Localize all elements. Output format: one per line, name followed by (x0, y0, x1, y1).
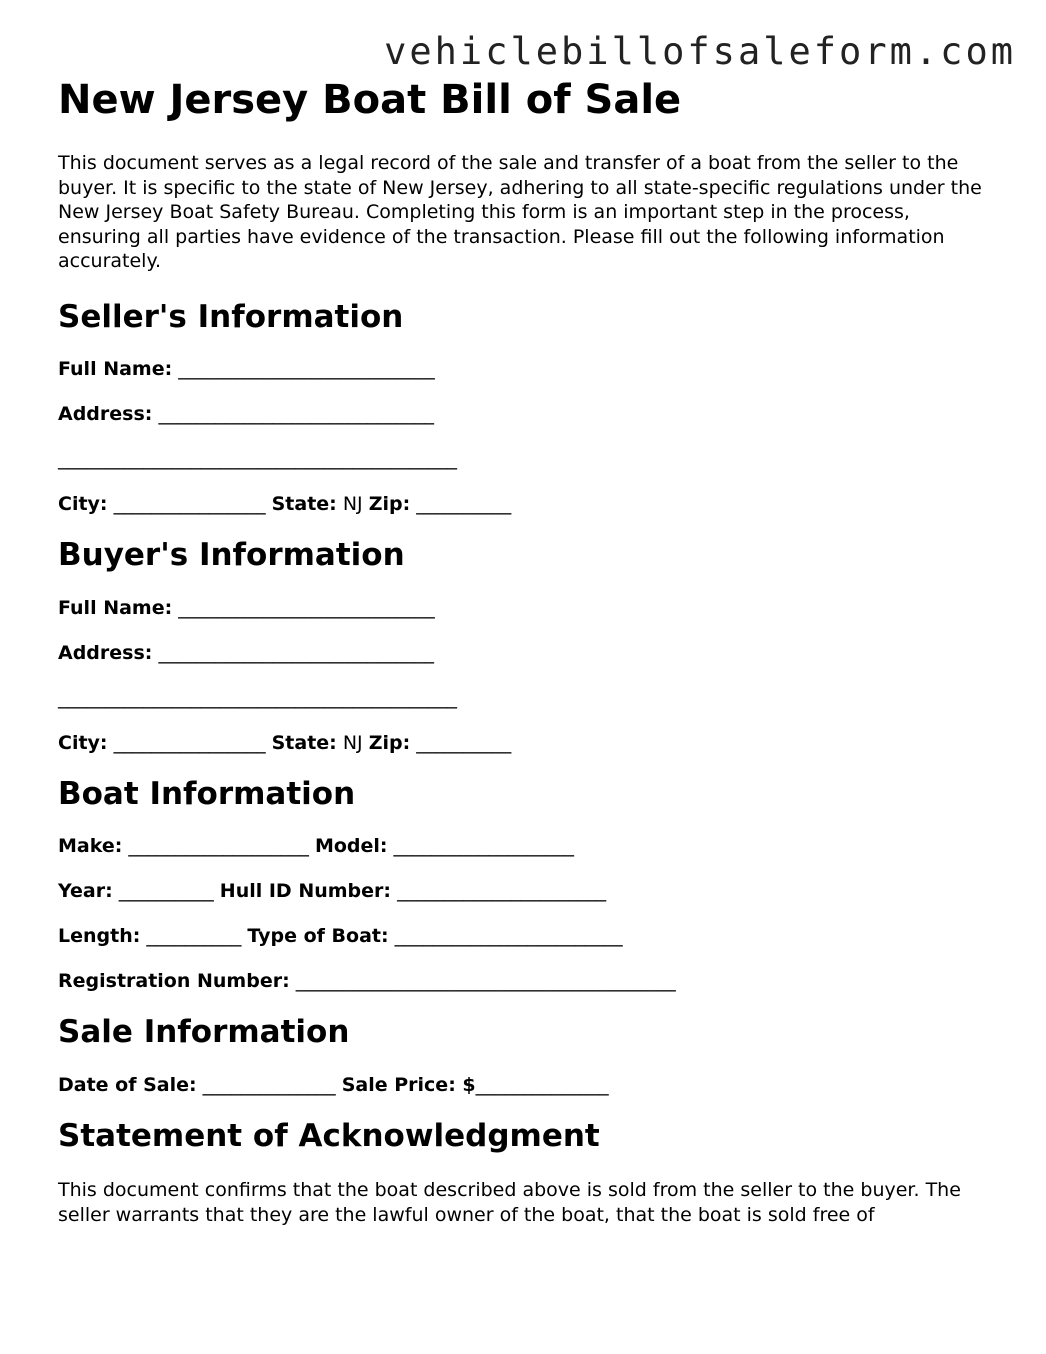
buyer-city-state-zip-row (58, 731, 998, 755)
site-watermark: vehiclebillofsaleform.com (384, 30, 1016, 73)
buyer-address-line2-field[interactable]: __________________________________________ (58, 686, 457, 709)
document-body (58, 76, 998, 1227)
buyer-full-name-row (58, 596, 998, 620)
intro-paragraph: This document serves as a legal record of the sale and transfer of a boat from the seller to the buyer. It is specific to the state of New Jersey, adhering to all state-specific regulations under the New Jersey Boat Safety Bureau. Completing this form is an important step in the process, ensuring all parties have evidence of the transaction. Please fill out the following information accurately. (58, 152, 982, 273)
boat-make-model-row (58, 834, 998, 858)
boat-make-field[interactable]: ___________________ (128, 834, 309, 857)
boat-type-field[interactable]: ________________________ (394, 924, 623, 947)
buyer-zip-label: Zip: (368, 731, 411, 754)
buyer-address-row (58, 641, 998, 665)
seller-city-state-zip-row (58, 492, 998, 516)
boat-length-label: Length: (58, 924, 141, 947)
seller-state-label: State: (271, 492, 337, 515)
boat-year-label: Year: (58, 879, 113, 902)
buyer-full-name-label: Full Name: (58, 596, 173, 619)
buyer-full-name-field[interactable]: ___________________________ (178, 596, 435, 619)
seller-heading: Seller's Information (58, 298, 404, 335)
sale-price-label: Sale Price: $ (341, 1073, 476, 1096)
sale-date-price-row (58, 1073, 998, 1097)
buyer-heading: Buyer's Information (58, 536, 405, 573)
sale-date-label: Date of Sale: (58, 1073, 197, 1096)
seller-zip-field[interactable]: __________ (416, 492, 512, 515)
boat-year-hull-row (58, 879, 998, 903)
page-title: New Jersey Boat Bill of Sale (58, 77, 682, 123)
buyer-state-value: NJ (342, 731, 363, 754)
sale-heading: Sale Information (58, 1013, 350, 1050)
seller-full-name-label: Full Name: (58, 357, 173, 380)
buyer-city-label: City: (58, 731, 108, 754)
seller-zip-label: Zip: (368, 492, 411, 515)
boat-hull-field[interactable]: ______________________ (397, 879, 607, 902)
acknowledgment-paragraph: This document confirms that the boat described above is sold from the seller to the buyer. The seller warrants that they are the lawful owner of the boat, that the boat is sold free of (58, 1178, 961, 1226)
boat-make-label: Make: (58, 834, 123, 857)
boat-year-field[interactable]: __________ (118, 879, 214, 902)
boat-heading: Boat Information (58, 775, 356, 812)
buyer-city-field[interactable]: ________________ (113, 731, 266, 754)
seller-address-line2-field[interactable]: __________________________________________ (58, 447, 457, 470)
seller-address-line2-row (58, 447, 998, 471)
buyer-address-field[interactable]: _____________________________ (158, 641, 434, 664)
sale-price-field[interactable]: ______________ (475, 1073, 609, 1096)
buyer-address-line2-row (58, 686, 998, 710)
boat-type-label: Type of Boat: (247, 924, 389, 947)
boat-registration-label: Registration Number: (58, 969, 290, 992)
boat-registration-field[interactable]: ________________________________________ (295, 969, 676, 992)
seller-address-field[interactable]: _____________________________ (158, 402, 434, 425)
acknowledgment-heading: Statement of Acknowledgment (58, 1117, 600, 1154)
sale-date-field[interactable]: ______________ (202, 1073, 336, 1096)
seller-city-field[interactable]: ________________ (113, 492, 266, 515)
boat-hull-label: Hull ID Number: (219, 879, 392, 902)
buyer-state-label: State: (271, 731, 337, 754)
seller-address-row (58, 402, 998, 426)
boat-registration-row (58, 969, 998, 993)
seller-address-label: Address: (58, 402, 153, 425)
boat-length-field[interactable]: __________ (146, 924, 242, 947)
seller-city-label: City: (58, 492, 108, 515)
buyer-zip-field[interactable]: __________ (416, 731, 512, 754)
boat-model-field[interactable]: ___________________ (393, 834, 575, 857)
seller-full-name-row (58, 357, 998, 381)
buyer-address-label: Address: (58, 641, 153, 664)
seller-full-name-field[interactable]: ___________________________ (178, 357, 435, 380)
seller-state-value: NJ (342, 492, 363, 515)
boat-model-label: Model: (314, 834, 388, 857)
boat-length-type-row (58, 924, 998, 948)
